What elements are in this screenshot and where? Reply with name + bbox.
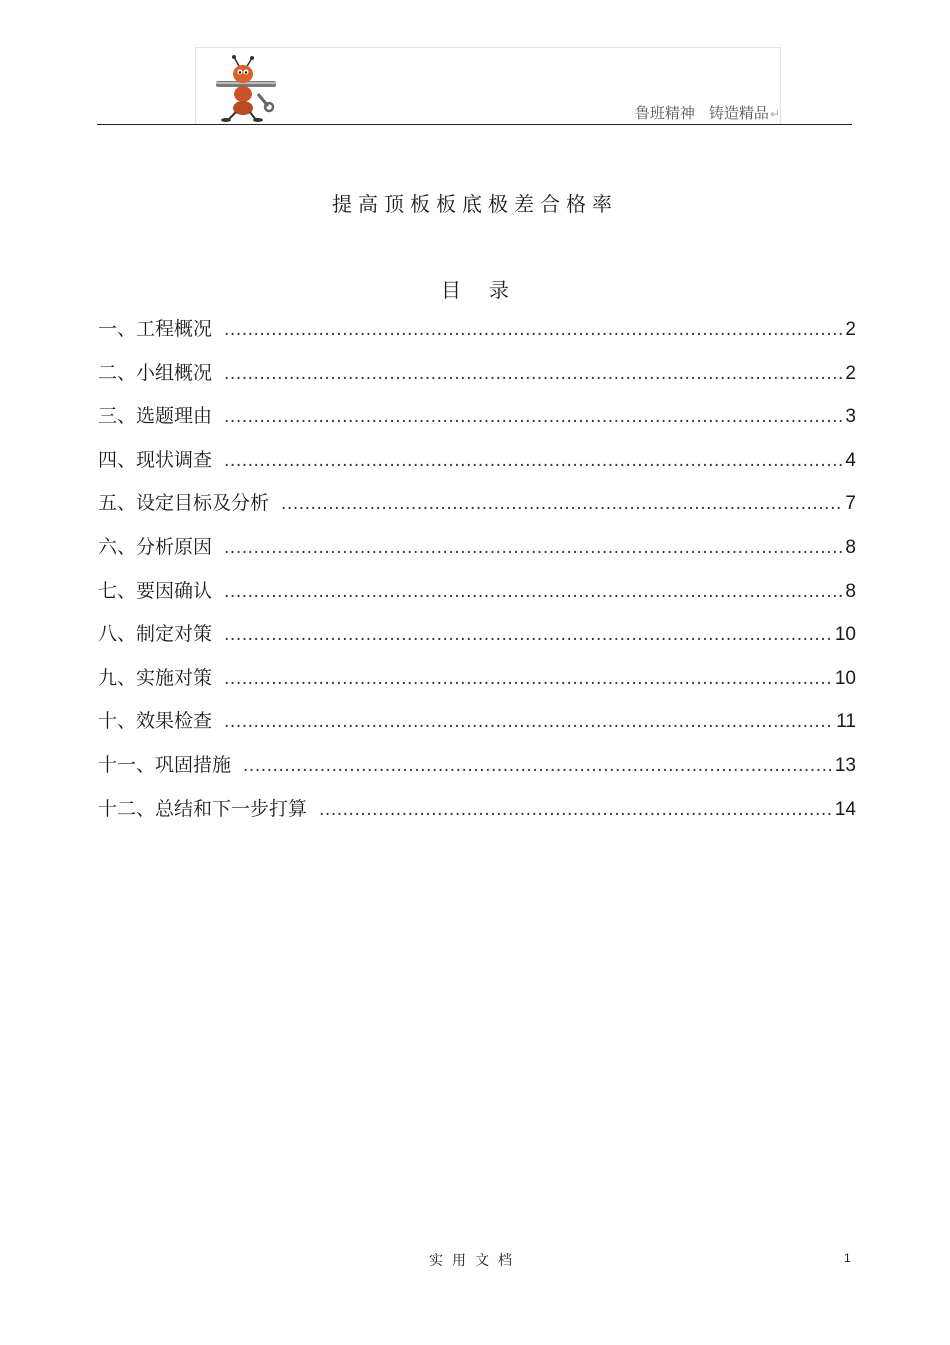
toc-entry-label: 分析原因 xyxy=(136,535,213,558)
toc-entry-label: 小组概况 xyxy=(136,361,213,384)
toc-leader-dots xyxy=(224,451,843,471)
toc-entry-label: 制定对策 xyxy=(136,623,213,646)
toc-entry-page: 4 xyxy=(845,449,856,471)
toc-entry[interactable] xyxy=(98,619,856,663)
toc-entry-page: 8 xyxy=(845,580,856,602)
toc-entry-label: 总结和下一步打算 xyxy=(155,797,308,820)
toc-leader-dots xyxy=(224,669,833,689)
toc-entry-number: 三、 xyxy=(98,405,137,428)
toc-entry[interactable] xyxy=(98,314,856,358)
header-divider xyxy=(97,124,852,125)
return-mark: ↵ xyxy=(769,107,780,121)
toc-entry-page: 10 xyxy=(834,624,856,646)
toc-leader-dots xyxy=(319,800,833,820)
toc-leader-dots xyxy=(224,712,834,732)
slogan-left: 鲁班精神 xyxy=(634,104,695,122)
toc-entry[interactable] xyxy=(98,401,856,445)
header-slogan xyxy=(621,102,780,123)
toc-entry-number: 四、 xyxy=(98,448,137,471)
toc-entry-page: 10 xyxy=(834,667,856,689)
toc-entry-number: 十二、 xyxy=(98,797,156,820)
toc-entry[interactable] xyxy=(98,532,856,576)
toc-leader-dots xyxy=(224,582,843,602)
toc-entry-number: 二、 xyxy=(98,361,137,384)
table-of-contents xyxy=(98,314,856,837)
toc-entry[interactable] xyxy=(98,750,856,794)
toc-leader-dots xyxy=(224,320,843,340)
toc-entry[interactable] xyxy=(98,576,856,620)
footer-page-number: 1 xyxy=(844,1251,851,1265)
toc-entry[interactable] xyxy=(98,445,856,489)
toc-entry-label: 工程概况 xyxy=(136,318,213,340)
toc-entry-page: 13 xyxy=(834,754,856,776)
toc-entry-number: 十、 xyxy=(98,710,137,733)
toc-entry-page: 2 xyxy=(845,319,856,340)
toc-entry-label: 设定目标及分析 xyxy=(136,492,270,515)
toc-leader-dots xyxy=(224,407,843,427)
toc-entry-page: 7 xyxy=(845,493,856,515)
slogan-right: 铸造精品 xyxy=(708,104,769,122)
toc-entry[interactable] xyxy=(98,794,856,838)
document-title: 提高顶板板底极差合格率 xyxy=(332,192,618,216)
toc-entry-number: 七、 xyxy=(98,579,137,602)
toc-entry-page: 11 xyxy=(836,711,856,733)
toc-entry-number: 九、 xyxy=(98,666,137,689)
toc-leader-dots xyxy=(224,625,833,645)
toc-leader-dots xyxy=(281,494,843,514)
toc-entry-page: 14 xyxy=(834,798,856,820)
toc-entry[interactable] xyxy=(98,663,856,707)
toc-entry-label: 要因确认 xyxy=(136,579,213,602)
toc-entry-label: 现状调查 xyxy=(136,448,213,471)
toc-entry-number: 五、 xyxy=(98,492,137,515)
ant-mascot-icon xyxy=(214,54,280,122)
toc-entry[interactable] xyxy=(98,358,856,402)
toc-entry-number: 八、 xyxy=(98,623,137,646)
toc-entry-label: 效果检查 xyxy=(136,710,213,733)
toc-entry-page: 8 xyxy=(845,536,856,558)
toc-entry-number: 六、 xyxy=(98,535,137,558)
toc-leader-dots xyxy=(243,756,833,776)
toc-entry-label: 选题理由 xyxy=(136,405,213,428)
toc-entry-number: 一、 xyxy=(98,318,137,340)
toc-entry[interactable] xyxy=(98,488,856,532)
toc-entry-page: 3 xyxy=(845,406,856,428)
toc-entry-number: 十一、 xyxy=(98,753,156,776)
toc-entry-page: 2 xyxy=(845,362,856,384)
toc-entry-label: 实施对策 xyxy=(136,666,213,689)
toc-leader-dots xyxy=(224,538,843,558)
toc-entry-label: 巩固措施 xyxy=(155,753,232,776)
toc-heading: 目录 xyxy=(441,278,537,302)
footer-text: 实用文档 xyxy=(429,1253,521,1269)
toc-entry[interactable] xyxy=(98,706,856,750)
toc-leader-dots xyxy=(224,364,843,384)
